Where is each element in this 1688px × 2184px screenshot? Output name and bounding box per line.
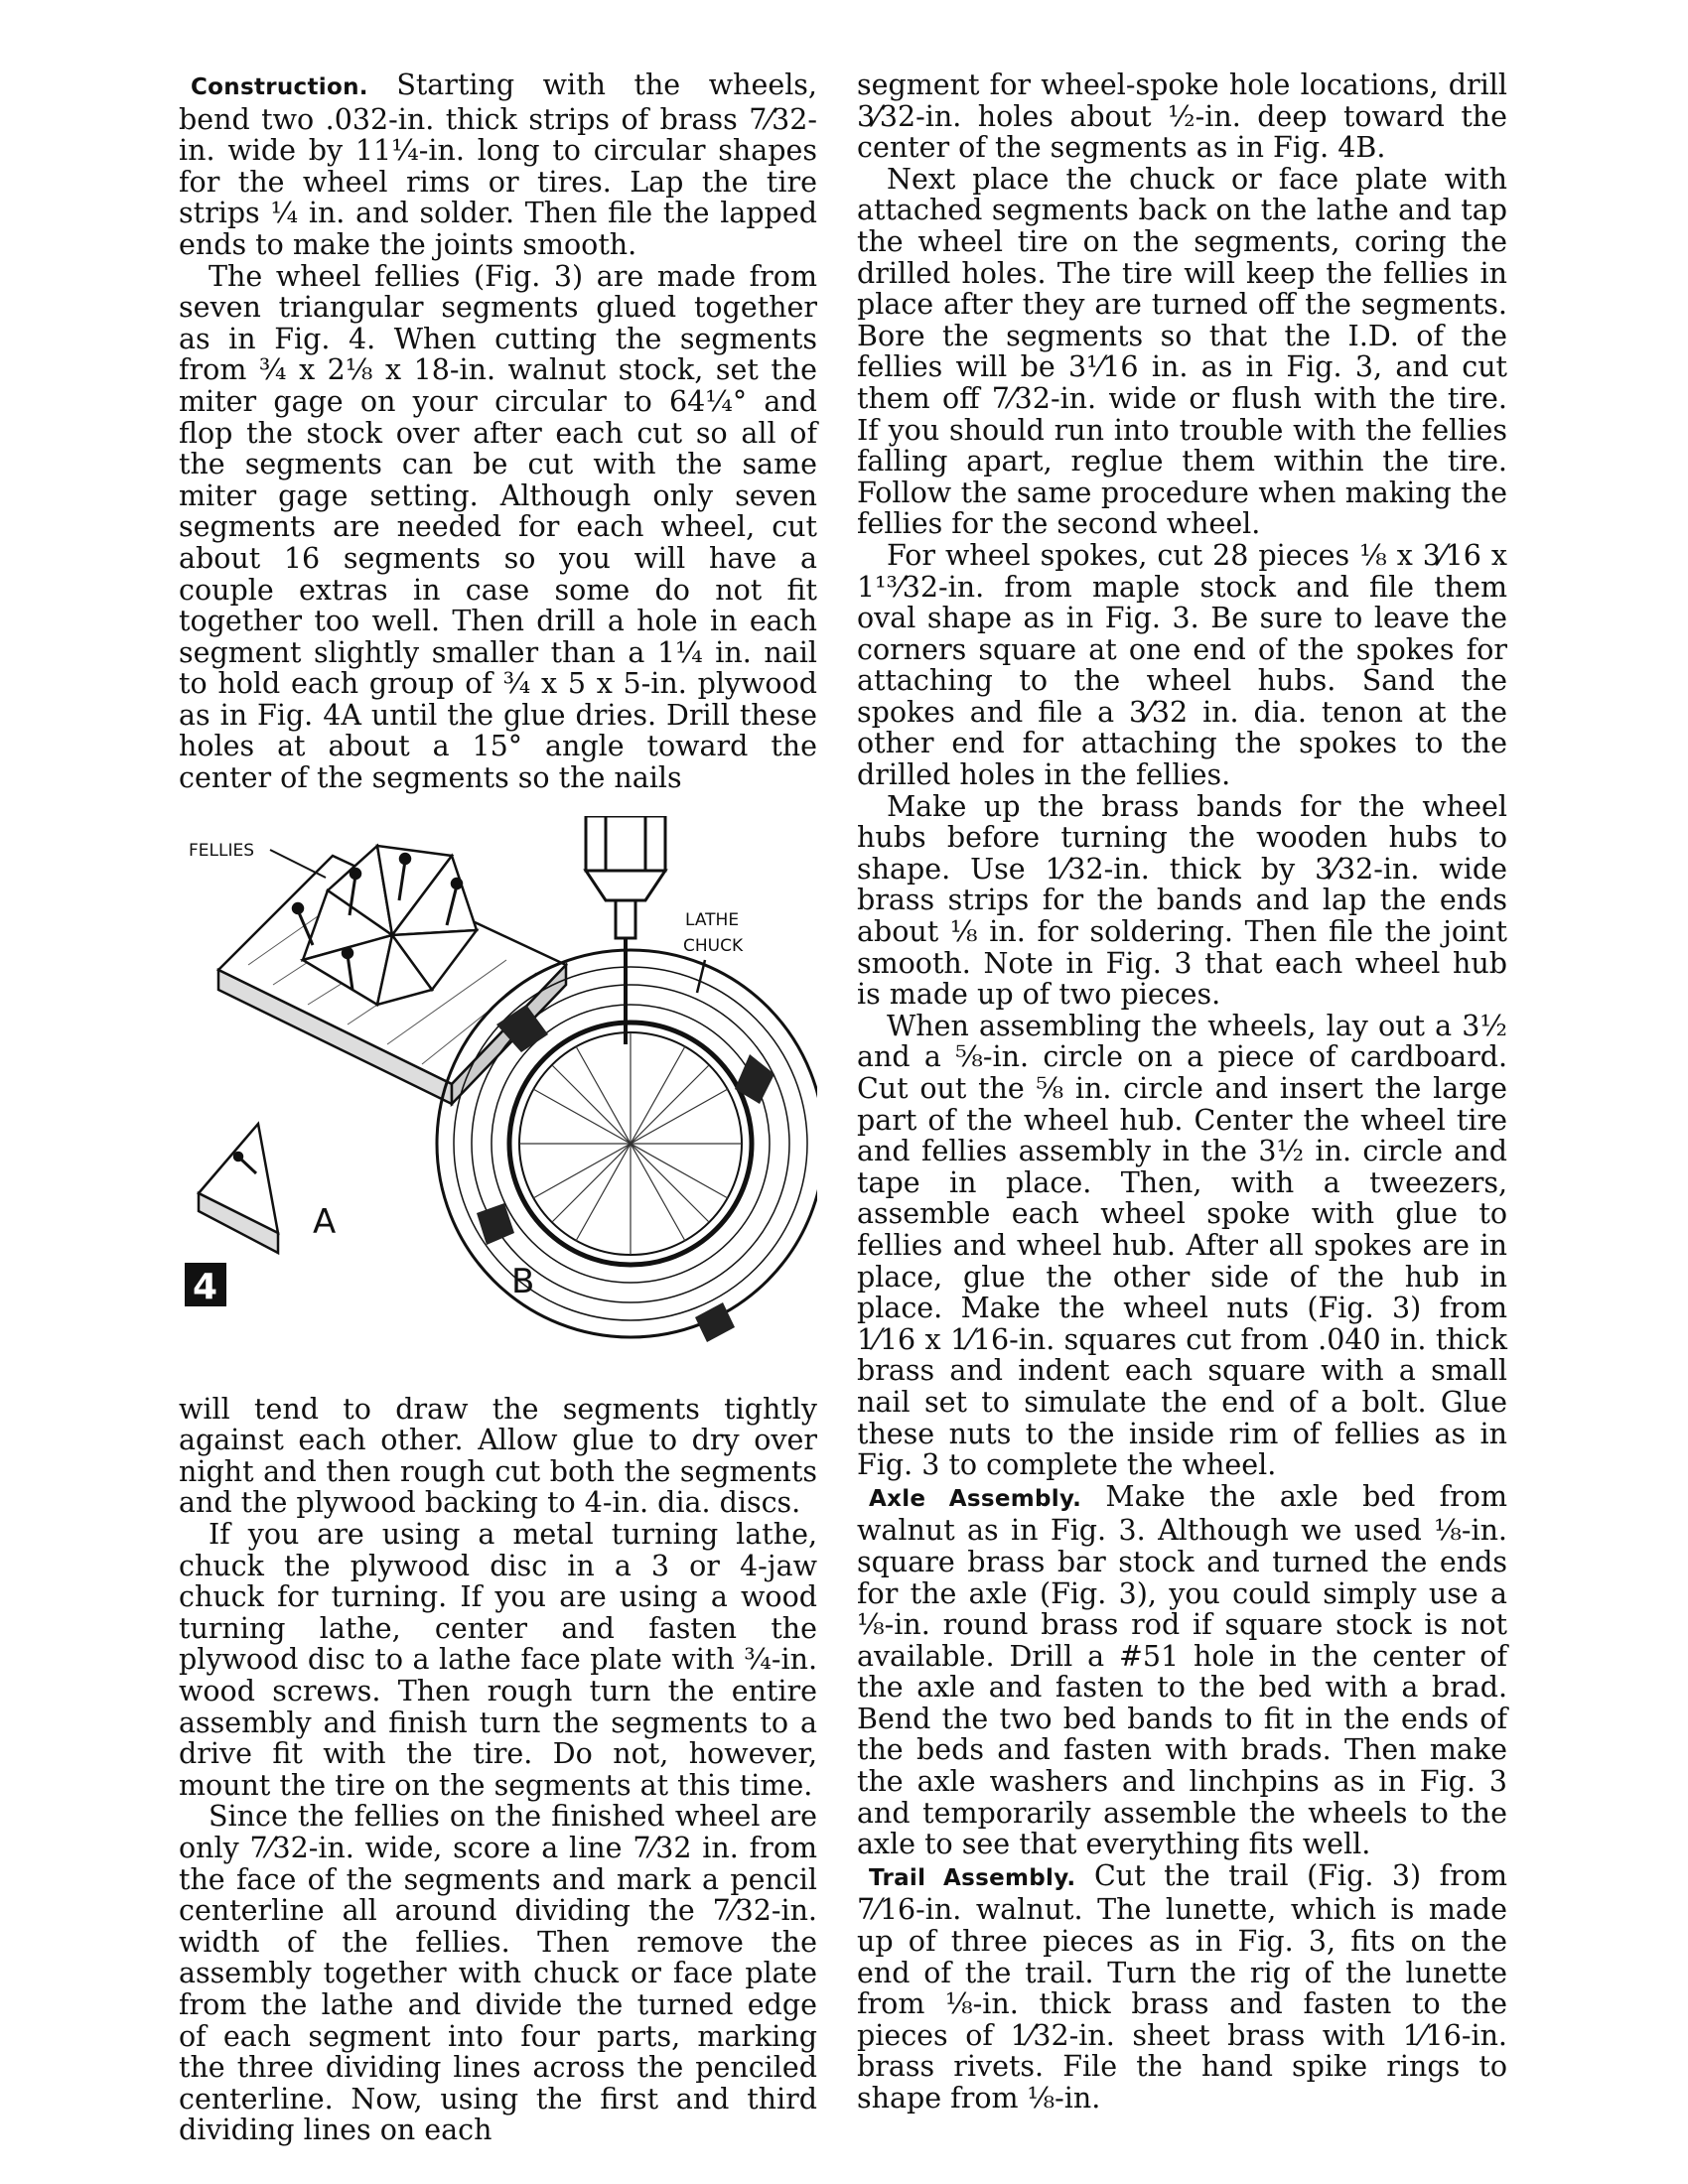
- paragraph: [179, 69, 817, 261]
- figure-4a-plywood-assembly: [199, 846, 566, 1253]
- figure-number: 4: [193, 1266, 218, 1307]
- paragraph: Make up the brass bands for the wheel hubs before turning the wooden hubs to shape. Use 1⁄32-in. thick by 3⁄32-in. wide brass strips for the bands and lap the ends about ⅛ in. for soldering. Then file the joint smooth. Note in Fig. 3 that each wheel hub is made up of two pieces.: [857, 789, 1507, 1012]
- paragraph: [857, 1860, 1507, 2115]
- paragraph: [857, 1481, 1507, 1860]
- paragraph-text: Make the axle bed from walnut as in Fig. 3. Although we used ⅛-in. square brass bar stock and turned the ends for the axle (Fig. 3), you could simply use a ⅛-in. round brass rod if square stock is not available. Drill a #51 hole in the center of the axle and fasten to the bed with a brad. Bend the two bed bands to fit in the ends of the beds and fasten with brads. Then make the axle washers and linchpins as in Fig. 3 and temporarily assemble the wheels to the axle to see that everything fits well.: [857, 1479, 1507, 1861]
- right-column: [857, 69, 1507, 2115]
- left-column: [179, 69, 817, 2146]
- paragraph: The wheel fellies (Fig. 3) are made from seven triangular segments glued together as in Fig. 4. When cutting the segments from ¾ x 2⅛ x 18-in. walnut stock, set the miter gage on your circular to 64¼° and flop the stock over after each cut so all of the segments can be cut with the same miter gage setting. Although only seven segments are needed for each wheel, cut about 16 segments so you will have a couple extras in case some do not fit together too well. Then drill a hole in each segment slightly smaller than a 1¼ in. nail to hold each group of ¾ x 5 x 5-in. plywood as in Fig. 4A until the glue dries. Drill these holes at about a 15° angle toward the center of the segments so the nails: [179, 259, 817, 795]
- paragraph: Since the fellies on the finished wheel are only 7⁄32-in. wide, score a line 7⁄32 in. from the face of the segments and mark a pencil centerline all around dividing the 7⁄32-in. width of the fellies. Then remove the assembly together with chuck or face plate from the lathe and divide the turned edge of each segment into four parts, marking the three dividing lines across the penciled centerline. Now, using the first and third dividing lines on each: [179, 1800, 817, 2147]
- section-heading-construction: Construction.: [191, 74, 368, 100]
- figure-4-illustration: [179, 816, 817, 1372]
- figure-label-chuck: CHUCK: [683, 935, 744, 956]
- figure-4b-lathe-chuck: [437, 816, 817, 1342]
- figure-label-fellies: FELLIES: [189, 840, 255, 861]
- figure-label-b: B: [511, 1261, 535, 1301]
- paragraph-text: Cut the trail (Fig. 3) from 7⁄16-in. walnut. The lunette, which is made up of three pieces as in Fig. 3, fits on the end of the trail. Turn the rig of the lunette from ⅛-in. thick brass and fasten to the pieces of 1⁄32-in. sheet brass with 1⁄16-in. brass rivets. File the hand spike rings to shape from ⅛-in.: [857, 1858, 1507, 2115]
- section-heading-trail-assembly: Trail Assembly.: [869, 1864, 1076, 1891]
- paragraph: If you are using a metal turning lathe, chuck the plywood disc in a 3 or 4-jaw chuck for turning. If you are using a wood turning lathe, center and fasten the plywood disc to a lathe face plate with ¾-in. wood screws. Then rough turn the entire assembly and finish turn the segments to a drive fit with the tire. Do not, however, mount the tire on the segments at this time.: [179, 1518, 817, 1802]
- paragraph: For wheel spokes, cut 28 pieces ⅛ x 3⁄16 x 1¹³⁄32-in. from maple stock and file them oval shape as in Fig. 3. Be sure to leave the corners square at one end of the spokes for attaching to the wheel hubs. Sand the spokes and file a 3⁄32 in. dia. tenon at the other end for attaching the spokes to the drilled holes in the fellies.: [857, 538, 1507, 792]
- figure-label-a: A: [313, 1201, 337, 1242]
- paragraph: segment for wheel-spoke hole locations, drill 3⁄32-in. holes about ½-in. deep toward the center of the segments as in Fig. 4B.: [857, 68, 1507, 165]
- paragraph: will tend to draw the segments tightly against each other. Allow glue to dry over night and then rough cut both the segments and the plywood backing to 4-in. dia. discs.: [179, 1392, 817, 1520]
- figure-label-lathe: LATHE: [685, 909, 740, 930]
- paragraph-text: Starting with the wheels, bend two .032-in. thick strips of brass 7⁄32-in. wide by 11¼-in. long to circular shapes for the wheel rims or tires. Lap the tire strips ¼ in. and solder. Then file the lapped ends to make the joints smooth.: [179, 68, 817, 261]
- paragraph: Next place the chuck or face plate with attached segments back on the lathe and tap the wheel tire on the segments, coring the drilled holes. The tire will keep the fellies in place after they are turned off the segments. Bore the segments so that the I.D. of the fellies will be 3⅟16 in. as in Fig. 3, and cut them off 7⁄32-in. wide or flush with the tire. If you should run into trouble with the fellies falling apart, reglue them within the tire. Follow the same procedure when making the fellies for the second wheel.: [857, 162, 1507, 541]
- section-heading-axle-assembly: Axle Assembly.: [869, 1485, 1082, 1512]
- paragraph: When assembling the wheels, lay out a 3½ and a ⅝-in. circle on a piece of cardboard. Cut out the ⅝ in. circle and insert the large part of the wheel hub. Center the wheel tire and fellies assembly in the 3½ in. circle and tape in place. Then, with a tweezers, assemble each wheel spoke with glue to fellies and wheel hub. After all spokes are in place, glue the other side of the hub in place. Make the wheel nuts (Fig. 3) from 1⁄16 x 1⁄16-in. squares cut from .040 in. thick brass and indent each square with a small nail set to simulate the end of a bolt. Glue these nuts to the inside rim of fellies as in Fig. 3 to complete the wheel.: [857, 1009, 1507, 1482]
